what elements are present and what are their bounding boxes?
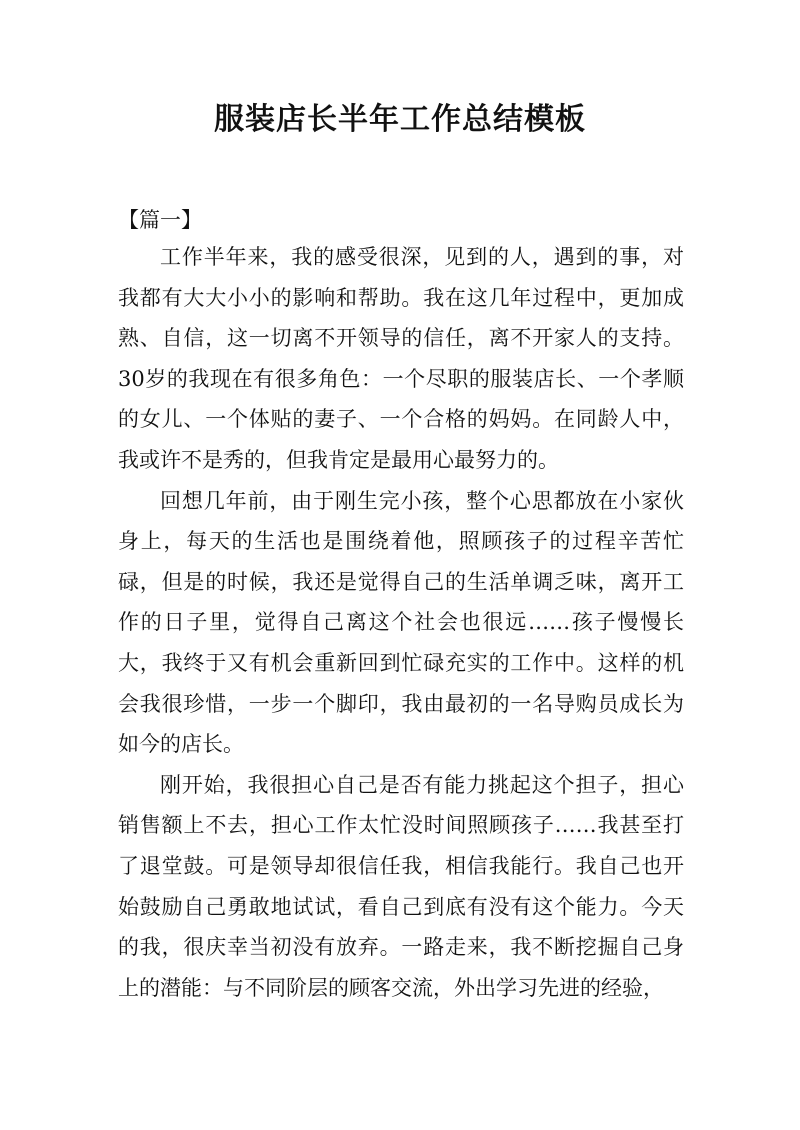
paragraph: 工作半年来，我的感受很深，见到的人，遇到的事，对我都有大大小小的影响和帮助。我在这几年过程中，更加成熟、自信，这一切离不开领导的信任，离不开家人的支持。30岁的我现在有很多角色：一个尽职的服装店长、一个孝顺的女儿、一个体贴的妻子、一个合格的妈妈。在同龄人中，我或许不是秀的，但我肯定是最用心最努力的。 <box>118 245 684 472</box>
section-heading: 【篇一】 <box>118 208 202 232</box>
paragraph: 刚开始，我很担心自己是否有能力挑起这个担子，担心销售额上不去，担心工作太忙没时间照顾孩子……我甚至打了退堂鼓。可是领导却很信任我，相信我能行。我自己也开始鼓励自己勇敢地试试，看自己到底有没有这个能力。今天的我，很庆幸当初没有放弃。一路走来，我不断挖掘自己身上的潜能：与不同阶层的顾客交流，外出学习先进的经验， <box>118 772 684 1000</box>
document-body <box>118 237 684 1008</box>
paragraph: 回想几年前，由于刚生完小孩，整个心思都放在小家伙身上，每天的生活也是围绕着他，照顾孩子的过程辛苦忙碌，但是的时候，我还是觉得自己的生活单调乏味，离开工作的日子里，觉得自己离这个社会也很远……孩子慢慢长大，我终于又有机会重新回到忙碌充实的工作中。这样的机会我很珍惜，一步一个脚印，我由最初的一名导购员成长为如今的店长。 <box>118 488 684 757</box>
document-title: 服装店长半年工作总结模板 <box>214 102 586 137</box>
